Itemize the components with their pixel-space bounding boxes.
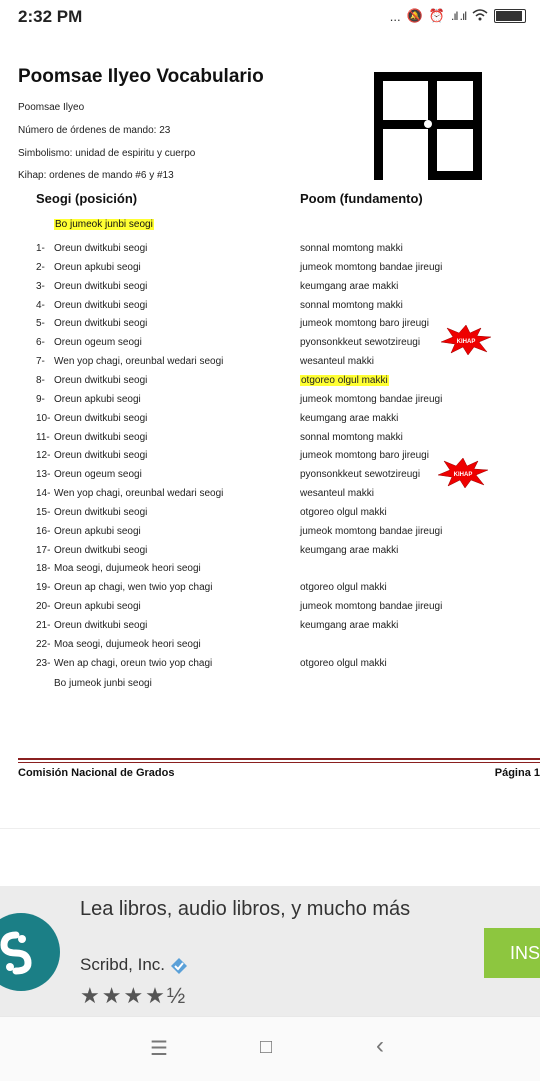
row-poom: jumeok momtong bandae jireugi: [300, 261, 443, 273]
row-poom: wesanteul makki: [300, 488, 374, 500]
ilyeo-symbol-icon: [374, 72, 482, 180]
footer-divider-thin: [18, 762, 540, 763]
table-row: [0, 507, 540, 526]
row-number: 15-: [36, 506, 51, 518]
row-number: 18-: [36, 563, 51, 575]
row-number: 21-: [36, 620, 51, 631]
meta-symbolism: Simbolismo: unidad de espiritu y cuerpo: [18, 148, 196, 159]
row-seogi: Oreun dwitkubi seogi: [54, 243, 148, 254]
row-number: 12-: [36, 450, 51, 462]
row-seogi: Wen ap chagi, oreun twio yop chagi: [54, 657, 213, 669]
scribd-logo-icon[interactable]: [0, 913, 60, 991]
mute-icon: 🔕: [406, 8, 423, 23]
table-row: [0, 563, 540, 582]
table-row: [0, 601, 540, 620]
row-seogi: Oreun ogeum seogi: [54, 337, 142, 349]
footer-divider: [18, 758, 540, 760]
row-poom: keumgang arae makki: [300, 620, 399, 631]
row-number: 2-: [36, 261, 45, 273]
row-number: 1-: [36, 243, 45, 254]
row-seogi: Oreun dwitkubi seogi: [54, 299, 148, 311]
meta-kihap: Kihap: ordenes de mando #6 y #13: [18, 170, 174, 181]
row-number: 23-: [36, 657, 51, 669]
row-number: 17-: [36, 544, 51, 556]
row-seogi: Oreun apkubi seogi: [54, 525, 141, 537]
row-poom: sonnal momtong makki: [300, 431, 403, 443]
row-seogi: Moa seogi, dujumeok heori seogi: [54, 563, 201, 575]
row-number: 20-: [36, 601, 51, 613]
row-number: 10-: [36, 412, 51, 424]
row-seogi: Oreun apkubi seogi: [54, 261, 141, 273]
row-poom: keumgang arae makki: [300, 280, 399, 292]
row-poom: pyonsonkkeut sewotzireugi: [300, 337, 421, 349]
row-poom: sonnal momtong makki: [300, 299, 403, 311]
row-poom: keumgang arae makki: [300, 544, 399, 556]
meta-commands: Número de órdenes de mando: 23: [18, 125, 171, 136]
row-seogi: Oreun apkubi seogi: [54, 601, 141, 613]
ad-title[interactable]: Lea libros, audio libros, y mucho más: [80, 898, 411, 920]
row-poom: jumeok momtong bandae jireugi: [300, 393, 443, 405]
row-number: 16-: [36, 525, 51, 537]
ad-brand: Scribd, Inc.: [80, 955, 188, 975]
row-number: 22-: [36, 638, 51, 650]
column-header-seogi: Seogi (posición): [36, 191, 138, 206]
page-number: Página 1: [494, 767, 540, 779]
row-poom: wesanteul makki: [300, 356, 374, 368]
row-seogi: Oreun dwitkubi seogi: [54, 374, 148, 386]
end-stance: Bo jumeok junbi seogi: [54, 678, 152, 689]
meta-name: Poomsae Ilyeo: [18, 102, 85, 113]
row-seogi: Oreun ap chagi, wen twio yop chagi: [54, 582, 213, 594]
kihap-burst-icon: [441, 325, 491, 355]
row-number: 13-: [36, 469, 51, 481]
kihap-label-2: KIHAP: [453, 472, 473, 478]
table-row: [0, 394, 540, 413]
footer-organization: Comisión Nacional de Grados: [18, 767, 175, 779]
row-number: 19-: [36, 582, 51, 594]
status-time: 2:32 PM: [18, 7, 83, 26]
ad-rating: ★★★★½: [80, 983, 188, 1008]
status-icons: [390, 8, 526, 24]
row-poom: otgoreo olgul makki: [300, 582, 387, 594]
table-row: [0, 582, 540, 601]
row-poom: sonnal momtong makki: [300, 243, 403, 254]
alarm-icon: ⏰: [428, 8, 445, 23]
row-poom: jumeok momtong bandae jireugi: [300, 601, 443, 613]
wifi-icon: [472, 9, 488, 24]
row-seogi: Oreun dwitkubi seogi: [54, 544, 148, 556]
menu-icon[interactable]: ☰: [150, 1038, 168, 1060]
row-seogi: Oreun dwitkubi seogi: [54, 620, 148, 631]
table-row: [0, 300, 540, 319]
table-row: [0, 545, 540, 564]
verified-icon: [170, 957, 188, 975]
row-seogi: Oreun dwitkubi seogi: [54, 280, 148, 292]
row-seogi: Oreun dwitkubi seogi: [54, 450, 148, 462]
table-row: [0, 262, 540, 281]
page-title: Poomsae Ilyeo Vocabulario: [18, 66, 264, 87]
row-number: 8-: [36, 374, 45, 386]
row-seogi: Oreun dwitkubi seogi: [54, 431, 148, 443]
row-number: 4-: [36, 299, 45, 311]
row-poom: keumgang arae makki: [300, 412, 399, 424]
home-icon[interactable]: □: [260, 1036, 273, 1058]
table-row: [0, 526, 540, 545]
row-number: 9-: [36, 393, 45, 405]
table-row: [0, 375, 540, 394]
row-seogi: Wen yop chagi, oreunbal wedari seogi: [54, 488, 224, 500]
row-number: 3-: [36, 280, 45, 292]
kihap-label-1: KIHAP: [456, 339, 476, 345]
table-row: [0, 639, 540, 658]
row-poom: otgoreo olgul makki: [300, 657, 387, 669]
row-number: 14-: [36, 488, 51, 500]
table-row: [0, 356, 540, 375]
row-number: 7-: [36, 356, 45, 368]
row-seogi: Oreun apkubi seogi: [54, 393, 141, 405]
start-stance: Bo jumeok junbi seogi: [55, 219, 153, 230]
signal-icon: .ıl .ıl: [450, 9, 466, 23]
row-number: 5-: [36, 318, 45, 330]
kihap-burst-icon: [438, 458, 488, 488]
row-seogi: Moa seogi, dujumeok heori seogi: [54, 638, 201, 650]
row-number: 11-: [36, 431, 50, 443]
row-seogi: Oreun dwitkubi seogi: [54, 318, 148, 330]
table-row: [0, 658, 540, 677]
table-row: [0, 620, 540, 639]
row-poom: jumeok momtong bandae jireugi: [300, 525, 443, 537]
column-header-poom: Poom (fundamento): [300, 191, 423, 206]
table-row: [0, 281, 540, 300]
row-number: 6-: [36, 337, 45, 349]
battery-icon: [494, 9, 526, 23]
page-gap: [0, 828, 540, 887]
row-seogi: Oreun dwitkubi seogi: [54, 412, 148, 424]
row-poom: pyonsonkkeut sewotzireugi: [300, 469, 421, 481]
row-seogi: Oreun dwitkubi seogi: [54, 506, 148, 518]
table-row: [0, 488, 540, 507]
table-row: [0, 243, 540, 262]
row-poom: otgoreo olgul makki: [301, 374, 388, 386]
install-button[interactable]: INS: [484, 928, 540, 978]
row-poom: otgoreo olgul makki: [300, 506, 387, 518]
notification-dots: ...: [389, 8, 401, 24]
row-seogi: Wen yop chagi, oreunbal wedari seogi: [54, 356, 224, 368]
row-poom: jumeok momtong baro jireugi: [300, 318, 429, 330]
back-icon[interactable]: ‹: [376, 1032, 384, 1059]
table-row: [0, 413, 540, 432]
row-poom: jumeok momtong baro jireugi: [300, 450, 429, 462]
table-row: [0, 432, 540, 451]
row-seogi: Oreun ogeum seogi: [54, 469, 142, 481]
